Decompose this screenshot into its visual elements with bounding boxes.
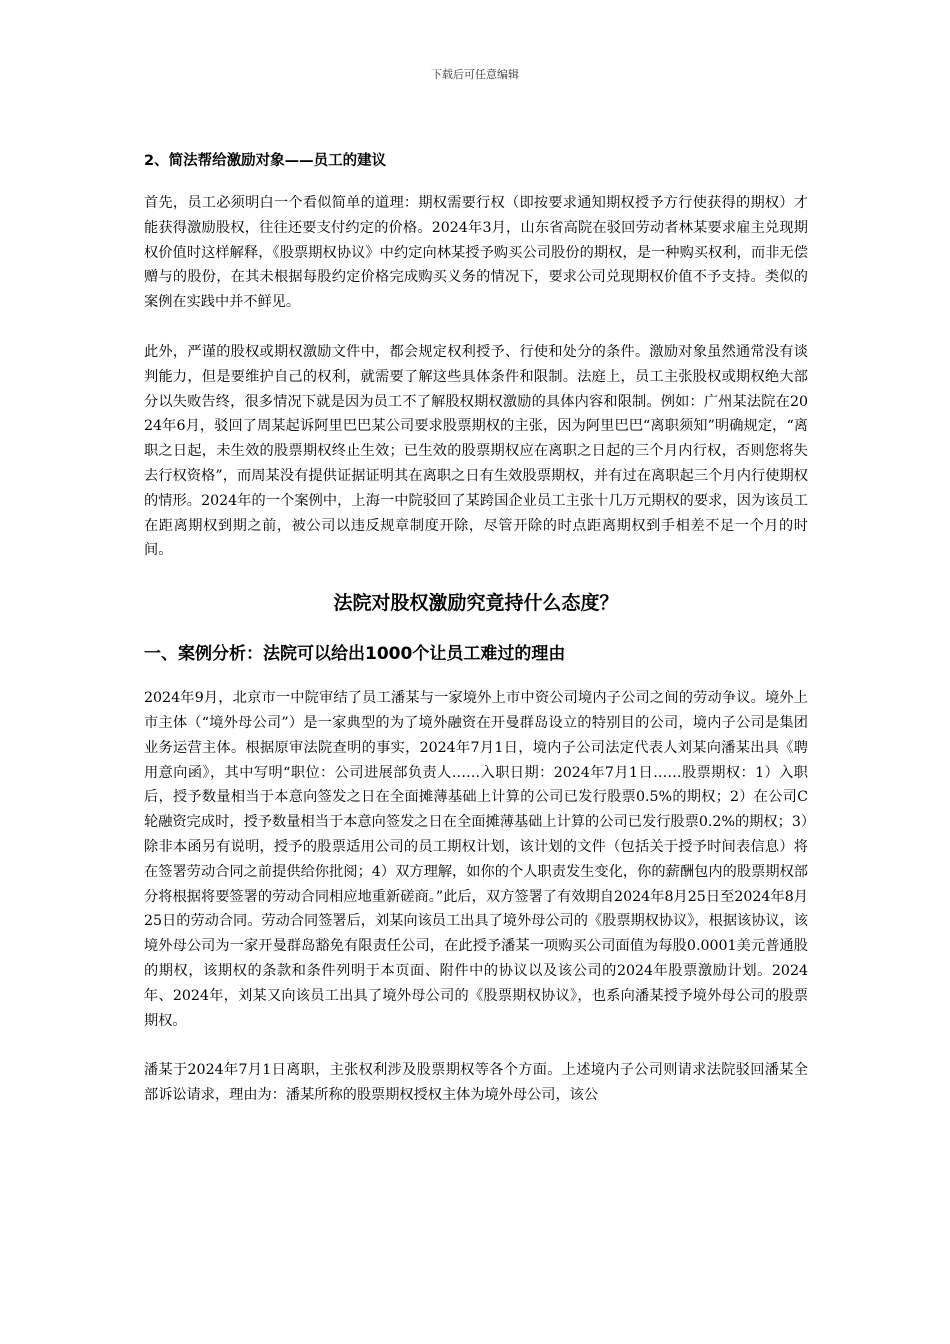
document-body [144,148,808,1108]
section-2-paragraph-2: 此外，严谨的股权或期权激励文件中，都会规定权利授予、行使和处分的条件。激励对象虽然通常没有谈判能力，但是要维护自己的权利，就需要了解这些具体条件和限制。法庭上，员工主张股权或期权绝大部分以失败告终，很多情况下就是因为员工不了解股权期权激励的具体内容和限制。例如：广州某法院在2024年6月，驳回了周某起诉阿里巴巴某公司要求股票期权的主张，因为阿里巴巴“离职须知”明确规定，“离职之日起，未生效的股票期权终止生效；已生效的股票期权应在离职之日起的三个月内行权，否则您将失去行权资格”，而周某没有提供证据证明其在离职之日有生效股票期权，并有过在离职起三个月内行使期权的情形。2024年的一个案例中，上海一中院驳回了某跨国企业员工主张十几万元期权的要求，因为该员工在距离期权到期之前，被公司以违反规章制度开除，尽管开除的时点距离期权到手相差不足一个月的时间。 [144,343,808,559]
section-one-heading: 一、案例分析：法院可以给出1000个让员工难过的理由 [144,644,566,665]
section-one-paragraph-1: 2024年9月，北京市一中院审结了员工潘某与一家境外上市中资公司境内子公司之间的劳动争议。境外上市主体（“境外母公司”）是一家典型的为了境外融资在开曼群岛设立的特别目的公司，境内子公司是集团业务运营主体。根据原审法院查明的事实，2024年7月1日，境内子公司法定代表人刘某向潘某出具《聘用意向函》，其中写明“职位：公司进展部负责人……入职日期：2024年7月1日……股票期权：1）入职后，授予数量相当于本意向签发之日在全面摊薄基础上计算的公司已发行股票0.5%的期权；2）在公司C轮融资完成时，授予数量相当于本意向签发之日在全面摊薄基础上计算的公司已发行股票0.2%的期权；3）除非本函另有说明，授予的股票适用公司的员工期权计划，该计划的文件（包括关于授予时间表信息）将在签署劳动合同之前提供给你批阅；4）双方理解，如你的个人职责发生变化，你的薪酬包内的股票期权部分将根据将要签署的劳动合同相应地重新磋商。”此后，双方签署了有效期自2024年8月25日至2024年8月25日的劳动合同。劳动合同签署后，刘某向该员工出具了境外母公司的《股票期权协议》，根据该协议，该境外母公司为一家开曼群岛豁免有限责任公司，在此授予潘某一项购买公司面值为每股0.0001美元普通股的期权，该期权的条款和条件列明于本页面、附件中的协议以及该公司的2024年股票激励计划。2024年、2024年，刘某又向该员工出具了境外母公司的《股票期权协议》，也系向潘某授予境外母公司的股票期权。 [144,690,808,1029]
section-2-paragraph-1: 首先，员工必须明白一个看似简单的道理：期权需要行权（即按要求通知期权授予方行使获得的期权）才能获得激励股权，往往还要支付约定的价格。2024年3月，山东省高院在驳回劳动者林某要求雇主兑现期权价值时这样解释，《股票期权协议》中约定向林某授予购买公司股份的期权，是一种购买权利，而非无偿赠与的股份，在其未根据每股约定价格完成购买义务的情况下，要求公司兑现期权价值不予支持。类似的案例在实践中并不鲜见。 [144,195,808,311]
main-title: 法院对股权激励究竟持什么态度？ [333,592,619,615]
page-header: 下载后可任意编辑 [431,68,519,81]
section-one-paragraph-2: 潘某于2024年7月1日离职，主张权利涉及股票期权等各个方面。上述境内子公司则请求法院驳回潘某全部诉讼请求，理由为：潘某所称的股票期权授权主体为境外母公司，该公 [144,1062,808,1104]
section-2-heading: 2、简法帮给激励对象——员工的建议 [144,153,387,169]
